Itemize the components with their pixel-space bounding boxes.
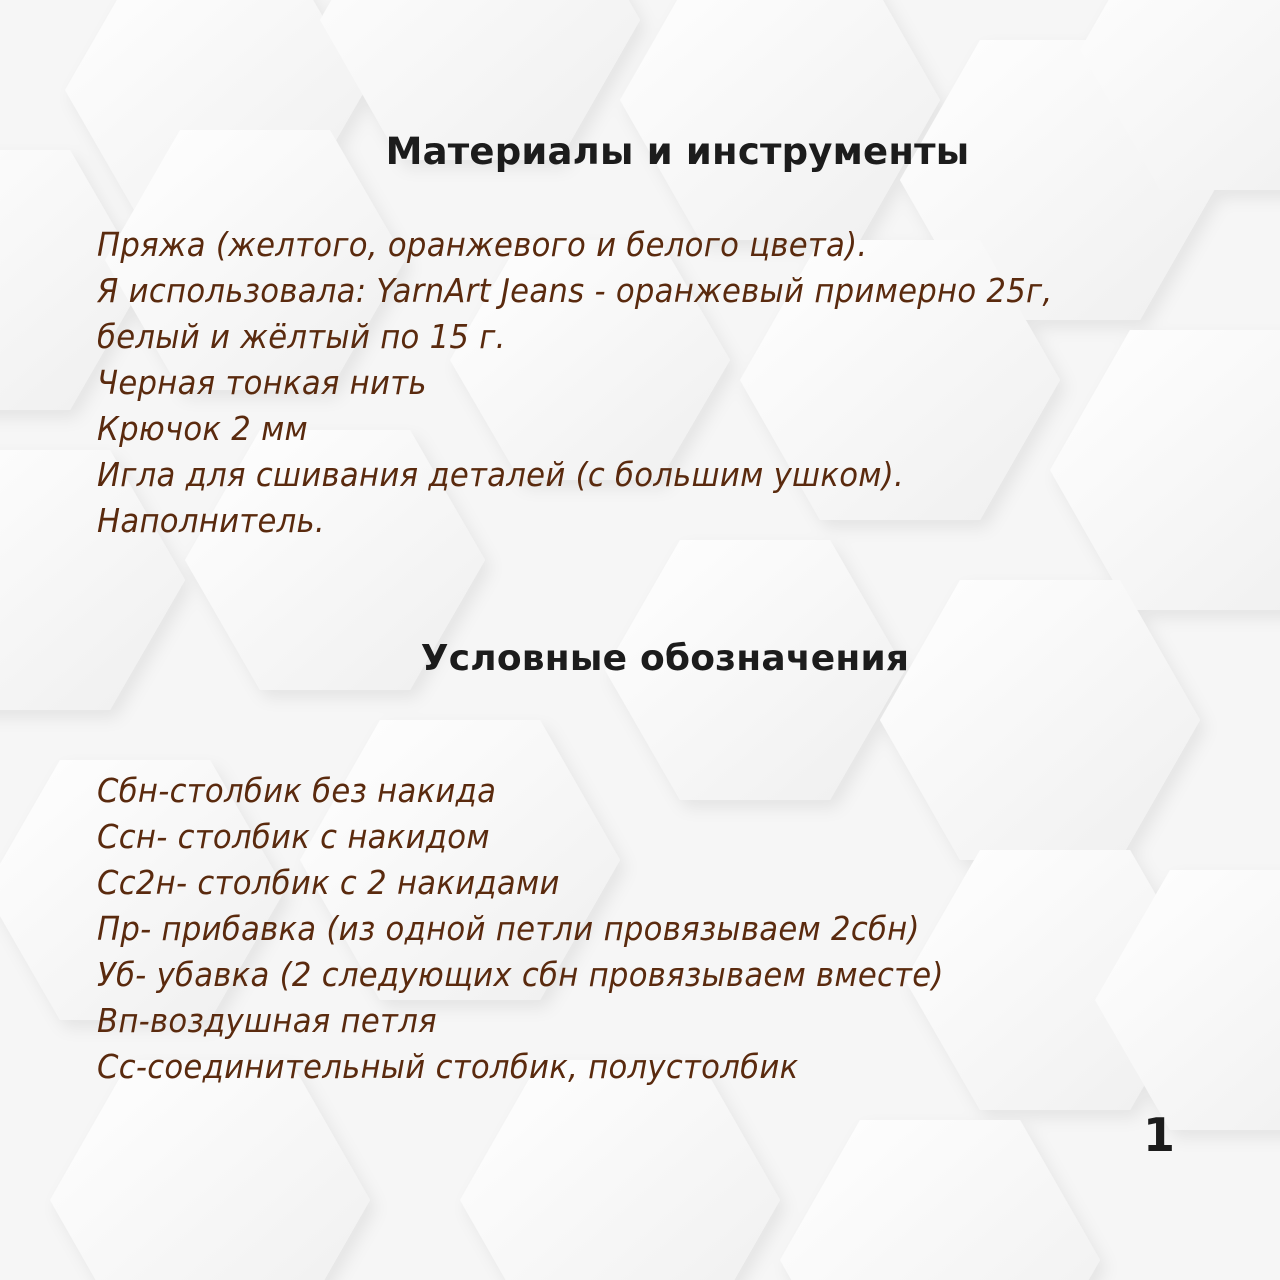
materials-item: Черная тонкая нить — [97, 363, 427, 402]
page-number: 1 — [1143, 1108, 1176, 1162]
legend-item: Ссн- столбик с накидом — [97, 817, 490, 856]
materials-item: Наполнитель. — [97, 501, 325, 540]
legend-item: Сбн-столбик без накида — [97, 771, 497, 810]
legend-item: Вп-воздушная петля — [97, 1001, 437, 1040]
materials-item: белый и жёлтый по 15 г. — [97, 317, 506, 356]
legend-title: Условные обозначения — [420, 638, 910, 679]
materials-item: Игла для сшивания деталей (с большим ушком). — [97, 455, 904, 494]
legend-list — [97, 768, 944, 1090]
materials-list — [97, 222, 1052, 544]
materials-item: Я использовала: YarnArt Jeans - оранжевый примерно 25г, — [97, 271, 1053, 310]
materials-item: Пряжа (желтого, оранжевого и белого цвета). — [97, 225, 868, 264]
legend-item: Сс2н- столбик с 2 накидами — [97, 863, 560, 902]
materials-item: Крючок 2 мм — [97, 409, 308, 448]
legend-item: Пр- прибавка (из одной петли провязываем 2сбн) — [97, 909, 920, 948]
materials-title: Материалы и инструменты — [385, 130, 970, 173]
legend-item: Сс-соединительный столбик, полустолбик — [97, 1047, 799, 1086]
legend-item: Уб- убавка (2 следующих сбн провязываем вместе) — [97, 955, 944, 994]
